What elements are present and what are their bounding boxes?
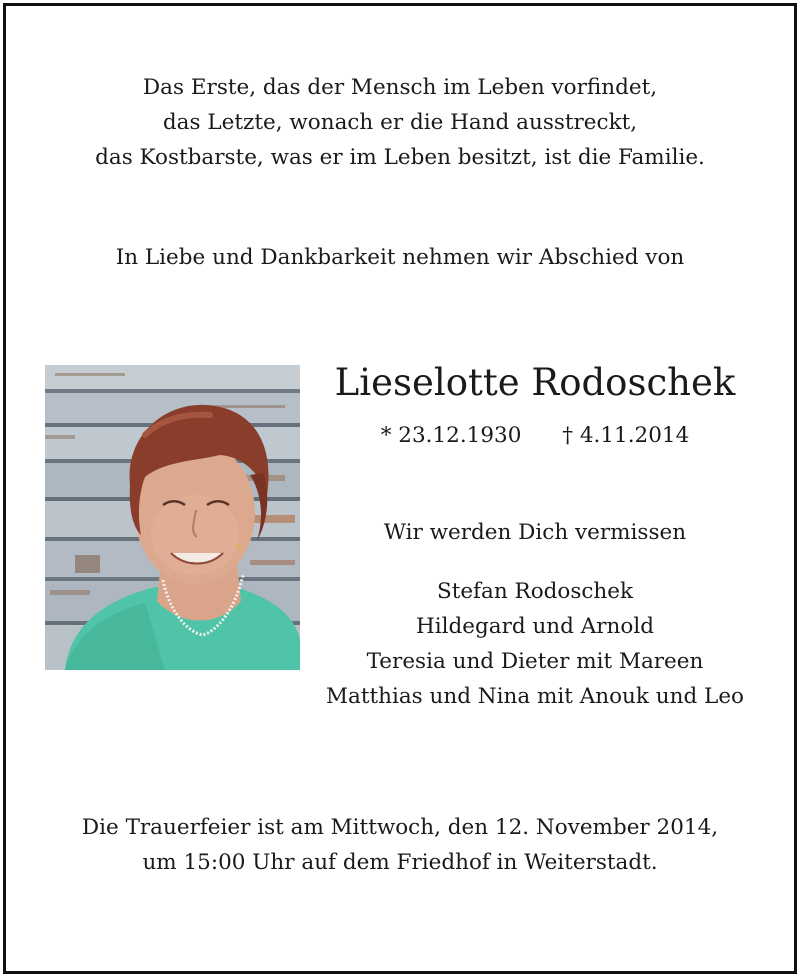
farewell-intro: In Liebe und Dankbarkeit nehmen wir Abschied von	[115, 245, 685, 270]
quote	[0, 70, 800, 175]
service-line: um 15:00 Uhr auf dem Friedhof in Weiterstadt.	[142, 850, 658, 875]
family-member: Matthias und Nina mit Anouk und Leo	[325, 684, 744, 709]
deceased-name: Lieselotte Rodoschek	[334, 361, 736, 404]
closing-line: Wir werden Dich vermissen	[383, 520, 687, 545]
birth-date: * 23.12.1930	[380, 423, 522, 448]
family-member: Teresia und Dieter mit Mareen	[366, 649, 704, 674]
family-member: Stefan Rodoschek	[436, 579, 634, 604]
portrait-photo	[45, 365, 300, 670]
quote-line: das Letzte, wonach er die Hand ausstreckt,	[162, 110, 638, 135]
funeral-service-info	[0, 810, 800, 880]
family-list	[300, 574, 770, 714]
family-member: Hildegard und Arnold	[416, 614, 654, 639]
service-line: Die Trauerfeier ist am Mittwoch, den 12. November 2014,	[81, 815, 719, 840]
quote-line: das Kostbarste, was er im Leben besitzt, ist die Familie.	[95, 145, 705, 170]
quote-line: Das Erste, das der Mensch im Leben vorfindet,	[142, 75, 658, 100]
life-dates	[300, 418, 770, 453]
death-date: † 4.11.2014	[562, 423, 690, 448]
